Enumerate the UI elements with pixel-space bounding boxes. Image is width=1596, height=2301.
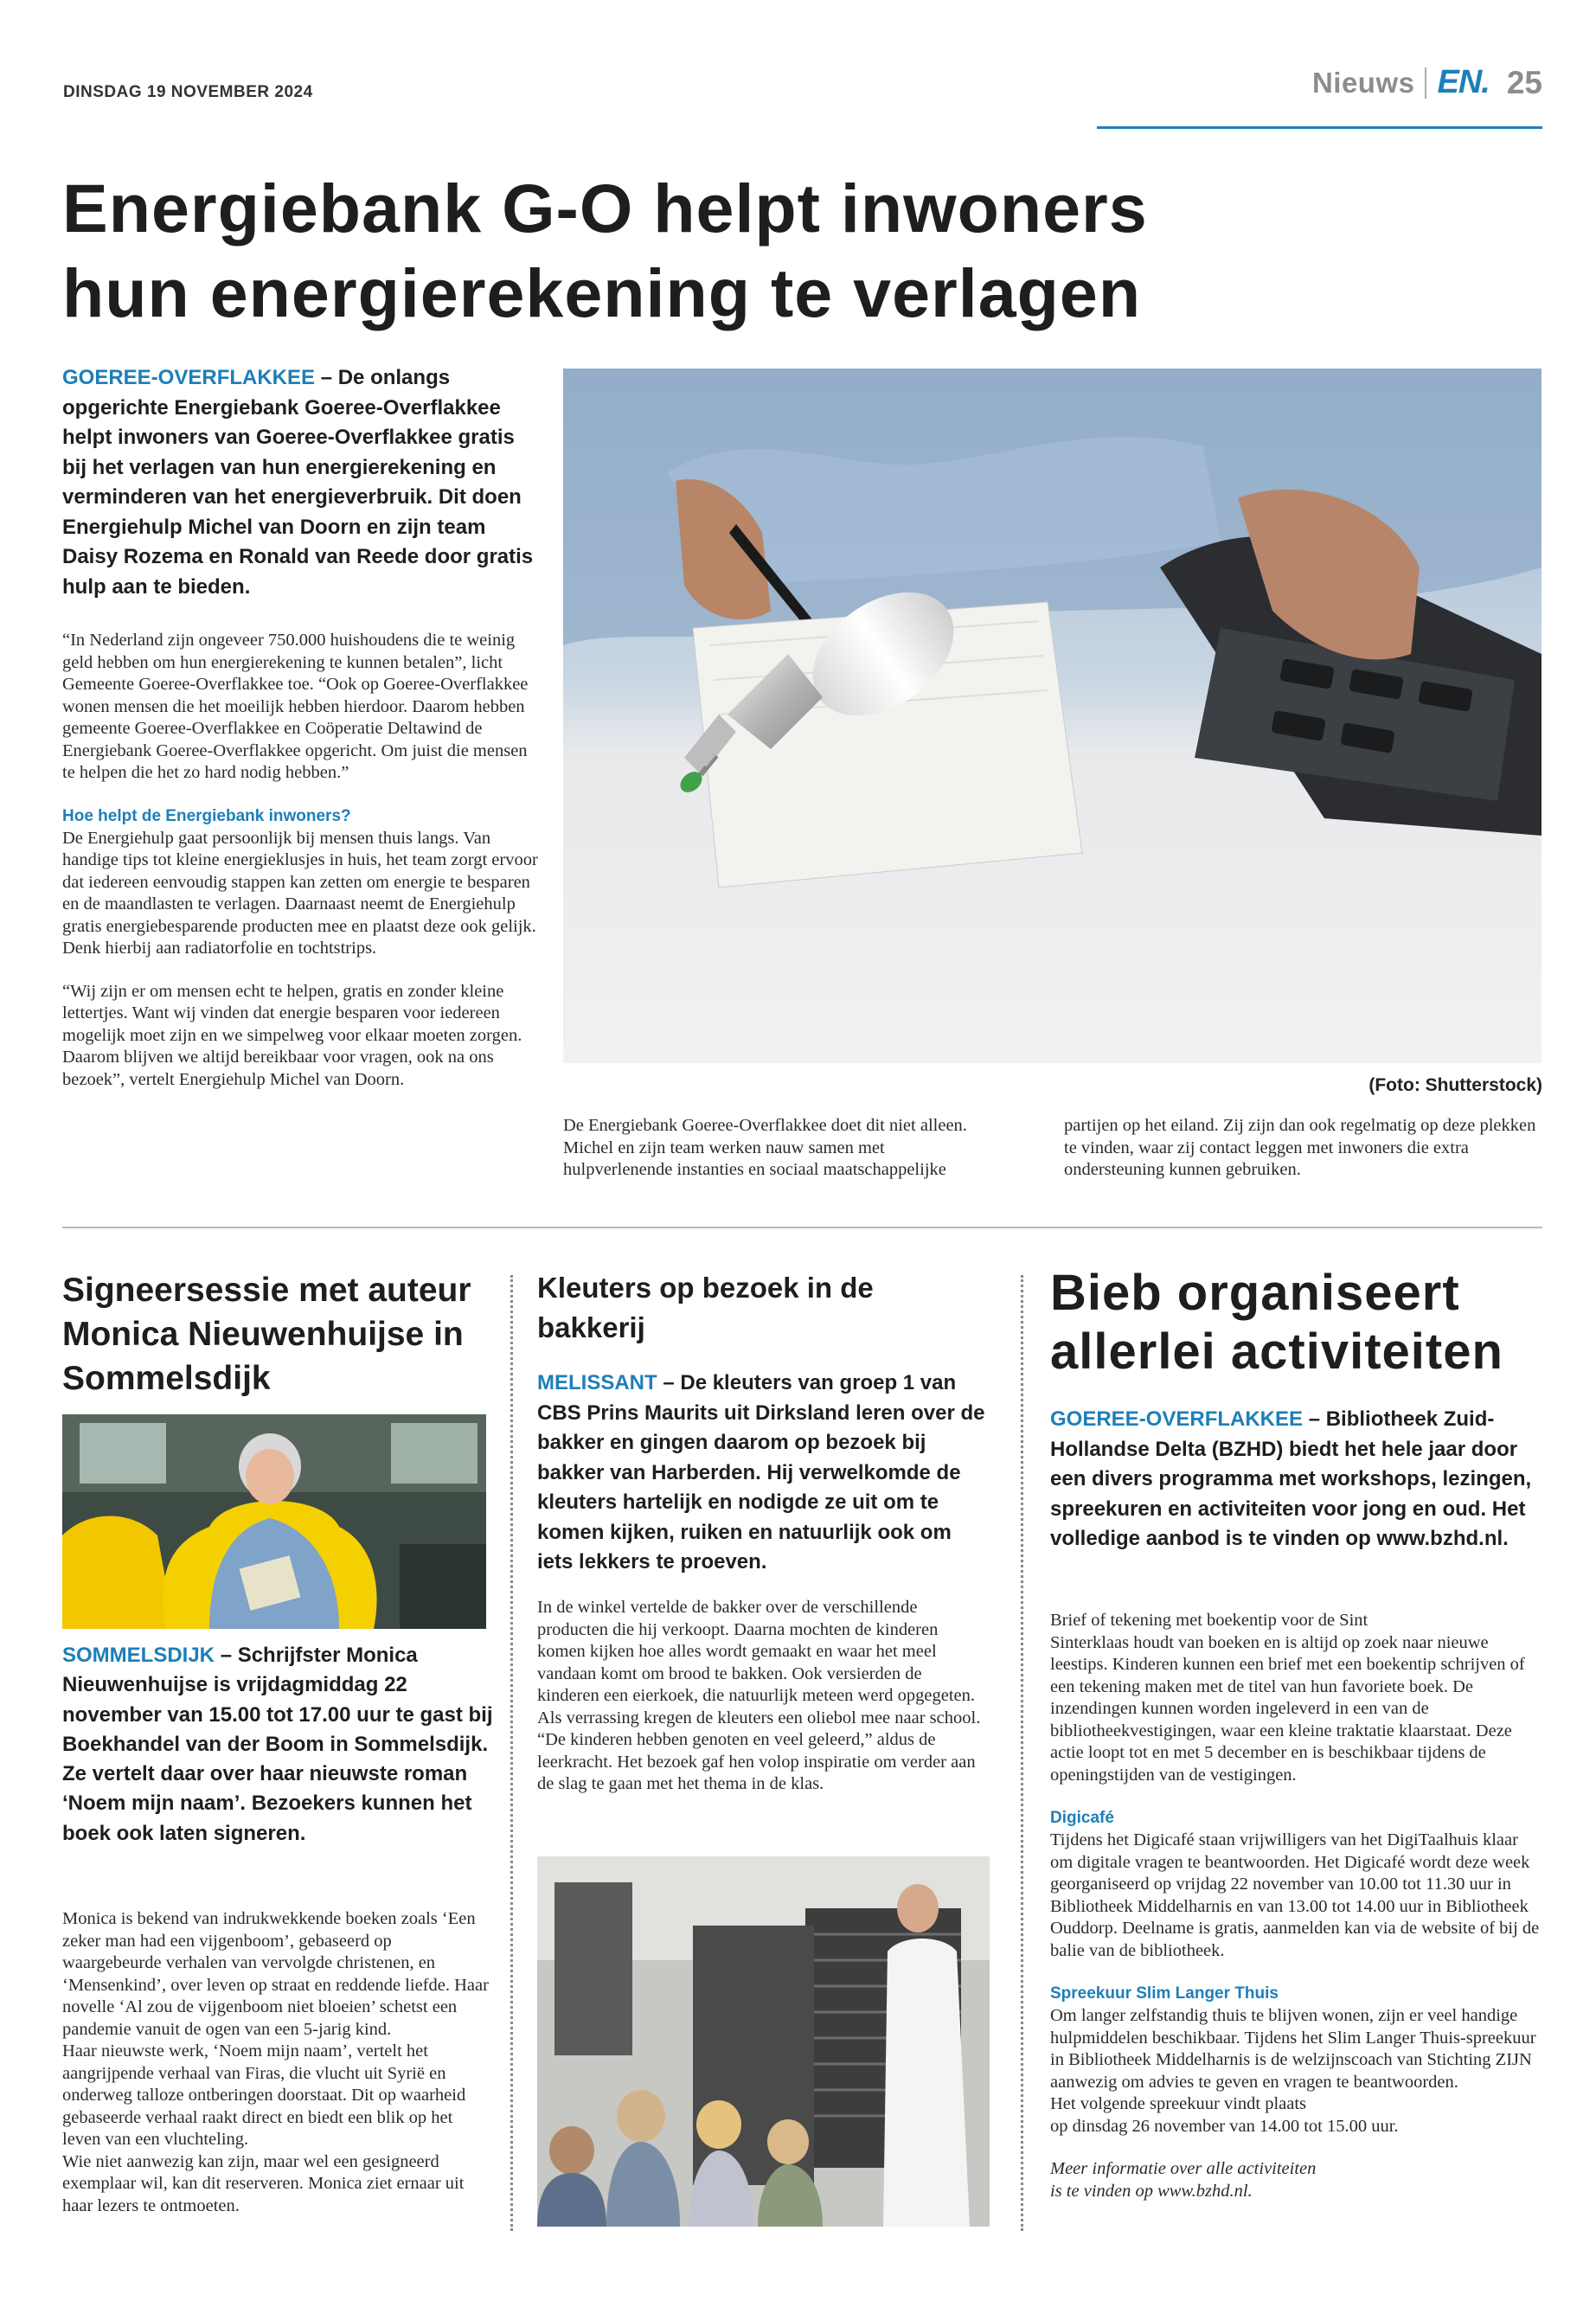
- newspaper-logo: EN.: [1437, 64, 1490, 100]
- page-number: 25: [1506, 64, 1542, 100]
- paragraph: Tijdens het Digicafé staan vrijwilligers van het DigiTaalhuis klaar om digitale vragen te beantwoorden. Het Digicafé wordt deze week georganiseerd op vrijdag 22 november van 10.00 tot 11.30 uur in Bibliotheek Middelharnis en van 13.00 tot 14.00 uur in Bibliotheek Ouddorp. Deelname is gratis, aanmelden kan via de website of bij de balie van de bibliotheek.: [1050, 1830, 1540, 1960]
- paragraph: “In Nederland zijn ongeveer 750.000 huishoudens die te weinig geld hebben om hun energierekening te kunnen betalen”, licht Gemeente Goeree-Overflakkee toe. “Ook op Goeree-Overflakkee wonen mensen die het moeilijk hebben hierdoor. Daarom hebben gemeente Goeree-Overflakkee en Coöperatie Deltawind de Energiebank Goeree-Overflakkee opgericht. Om juist die mensen te helpen die het zo hard nodig hebben.”: [62, 631, 529, 782]
- signing-body: Monica is bekend van indrukwekkende boeken zoals ‘Een zeker man had een vijgenboom’, gebaseerd op waargebeurde verhalen van vervolgde christenen, en ‘Mensenkind’, over leven op straat en reddende liefde. Haar novelle ‘Al zou de vijgenboom niet bloeien’ schetst een pandemie vanuit de ogen van een 5-jarig kind. Haar nieuwste werk, ‘Noem mijn naam’, vertelt het aangrijpende verhaal van Firas, die vlucht uit Syrië en onderweg talloze ontberingen doorstaat. Dit op waarheid gebaseerde verhaal raakt direct en biedt een blik op het leven van een vluchteling. Wie niet aanwezig kan zijn, maar wel een gesigneerd exemplaar wil, kan dit reserveren. Monica ziet ernaar uit haar lezers te ontmoeten.: [62, 1909, 489, 2215]
- lead-text: – Bibliotheek Zuid-Hollandse Delta (BZHD) biedt het hele jaar door een divers programma met workshops, lezingen, spreekuren en activiteiten voor jong en oud. Het volledige aanbod is te vinden op www.bzhd.nl.: [1050, 1407, 1532, 1550]
- signing-headline: Signeersessie met auteur Monica Nieuwenhuijse in Sommelsdijk: [62, 1272, 471, 1397]
- lead-location: MELISSANT: [537, 1371, 657, 1394]
- library-lead: [1050, 1405, 1535, 1554]
- continued-text-col2: De Energiebank Goeree-Overflakkee doet dit niet alleen. Michel en zijn team werken nauw samen met hulpverlenende instanties en sociaal maatschappelijke: [563, 1116, 967, 1179]
- signing-lead: [62, 1641, 495, 1849]
- continued-text-col3: partijen op het eiland. Zij zijn dan ook regelmatig op deze plekken te vinden, waar zij contact leggen met inwoners die extra ondersteuning kunnen gebruiken.: [1064, 1116, 1536, 1179]
- bakery-photo: [537, 1856, 990, 2227]
- headline-line-2: hun energierekening te verlagen: [62, 254, 1142, 331]
- header-separator: [1425, 67, 1426, 99]
- section-name: Nieuws: [1311, 66, 1415, 99]
- subheading: Hoe helpt de Energiebank inwoners?: [62, 806, 351, 825]
- main-headline: [62, 166, 1273, 336]
- column-rule: [510, 1275, 513, 2231]
- issue-date: DINSDAG 19 NOVEMBER 2024: [63, 83, 313, 101]
- main-body: [62, 630, 538, 1112]
- library-body: [1050, 1610, 1543, 2202]
- photo-credit: (Foto: Shutterstock): [1368, 1075, 1542, 1095]
- column-rule: [1021, 1275, 1023, 2231]
- header-rule: [1097, 126, 1542, 129]
- bakery-lead: [537, 1368, 987, 1578]
- paragraph: Brief of tekening met boekentip voor de Sint Sinterklaas houdt van boeken en is altijd op zoek naar nieuwe leestips. Kinderen kunnen een brief met een boekentip schrijven of een tekening maken met de titel van hun favoriete boek. De inzendingen kunnen worden ingeleverd in een van de bibliotheekvestigingen, waar een kleine traktatie klaarstaat. Deze actie loopt tot en met 5 december en is beschikbaar tijdens de openingstijden van de vestigingen.: [1050, 1611, 1525, 1785]
- headline-line-1: Energiebank G-O helpt inwoners: [62, 170, 1148, 247]
- paragraph: De Energiehulp gaat persoonlijk bij mensen thuis langs. Van handige tips tot kleine energieklusjes in huis, het team zorgt ervoor dat iedereen eenvoudig stappen kan zetten om energie te besparen en de maandlasten te verlagen. Daarnaast neemt de Energiehulp gratis energiebesparende producten mee en plaatst deze ook gelijk. Denk hierbij aan radiatorfolie en tochtstrips.: [62, 828, 538, 958]
- lead-location: SOMMELSDIJK: [62, 1644, 215, 1667]
- subheading: Spreekuur Slim Langer Thuis: [1050, 1984, 1279, 2003]
- subheading: Digicafé: [1050, 1809, 1114, 1827]
- bakery-headline: Kleuters op bezoek in de bakkerij: [537, 1272, 874, 1343]
- lead-text: – De kleuters van groep 1 van CBS Prins Maurits uit Dirksland leren over de bakker en gingen daarom op bezoek bij bakker van Harberden. Hij verwelkomde de kleuters hartelijk en nodigde ze uit om te komen kijken, ruiken en natuurlijk ook om iets lekkers te proeven.: [537, 1371, 985, 1574]
- author-photo: [62, 1414, 486, 1629]
- paragraph: Om langer zelfstandig thuis te blijven wonen, zijn er veel handige hulpmiddelen beschikbaar. Tijdens het Slim Langer Thuis-spreekuur in Bibliotheek Middelharnis is de welzijnscoach van Stichting ZIJN aanwezig om advies te geven en vragen te beantwoorden. Het volgende spreekuur vindt plaats op dinsdag 26 november van 14.00 tot 15.00 uur.: [1050, 2006, 1536, 2136]
- library-headline: Bieb organiseert allerlei activiteiten: [1050, 1265, 1503, 1380]
- lead-text: – Schrijfster Monica Nieuwenhuijse is vrijdagmiddag 22 november van 15.00 tot 17.00 uur te gast bij Boekhandel van der Boom in Sommelsdijk. Ze vertelt daar over haar nieuwste roman ‘Noem mijn naam’. Bezoekers kunnen het boek ook laten signeren.: [62, 1644, 493, 1845]
- lead-location: GOEREE-OVERFLAKKEE: [1050, 1407, 1304, 1431]
- more-info-note: Meer informatie over alle activiteiten is te vinden op www.bzhd.nl.: [1050, 2159, 1317, 2201]
- paragraph: “Wij zijn er om mensen echt te helpen, gratis en zonder kleine lettertjes. Want wij vinden dat energie besparen voor iedereen mogelijk moet zijn en we simpelweg voor elkaar moeten zorgen. Daarom blijven we altijd bereikbaar voor vragen, ook na ons bezoek”, vertelt Energiehulp Michel van Doorn.: [62, 981, 522, 1089]
- lead-text: – De onlangs opgerichte Energiebank Goeree-Overflakkee helpt inwoners van Goeree-Overflakkee gratis bij het verlagen van hun energierekening en verminderen van het energieverbruik. Dit doen Energiehulp Michel van Doorn en zijn team Daisy Rozema en Ronald van Reede door gratis hulp aan te bieden.: [62, 366, 534, 599]
- section-divider: [62, 1227, 1542, 1228]
- main-lead: [62, 363, 538, 602]
- lead-location: GOEREE-OVERFLAKKEE: [62, 366, 316, 389]
- energy-photo: [563, 369, 1542, 1063]
- bakery-body: In de winkel vertelde de bakker over de verschillende producten die hij verkoopt. Daarna mochten de kinderen komen kijken hoe alles wordt gemaakt en waar het meel vandaan komt om brood te bakken. Ook versierden de kinderen een eierkoek, die natuurlijk meteen werd opgegeten. Als verrassing kregen de kleuters een oliebol mee naar school. “De kinderen hebben genoten en veel geleerd,” aldus de leerkracht. Het bezoek gaf hen volop inspiratie om verder aan de slag te gaan met het thema in de klas.: [537, 1598, 981, 1793]
- page-header: [1312, 64, 1542, 101]
